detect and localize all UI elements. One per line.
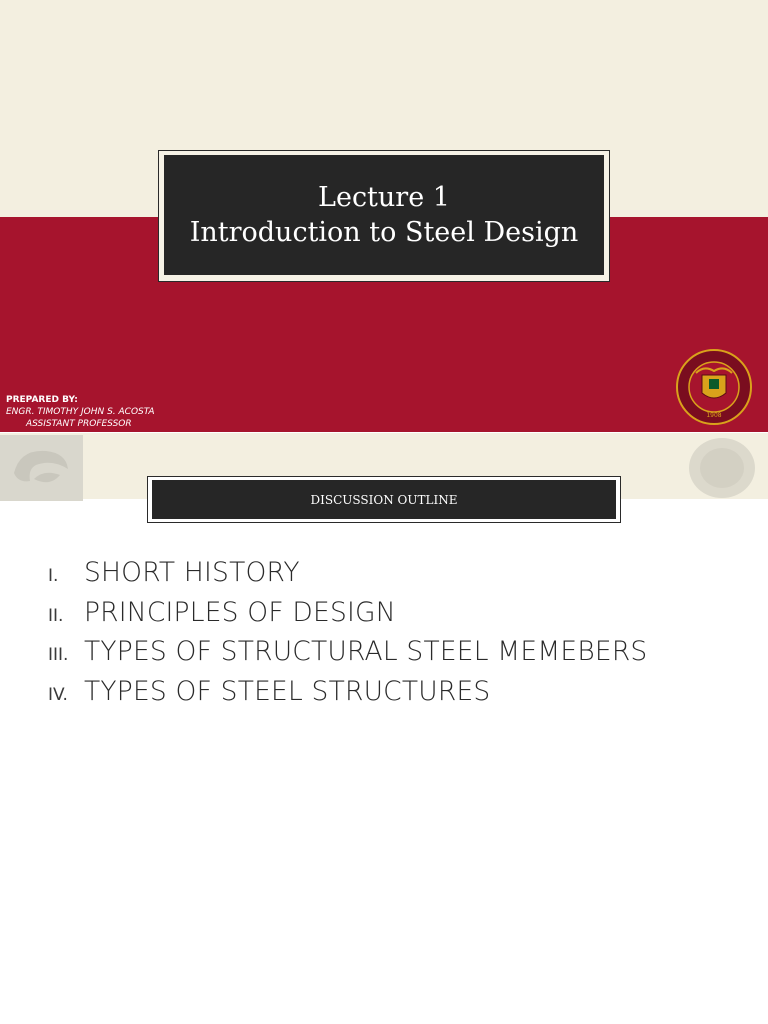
item-number: II. — [48, 605, 64, 626]
list-item — [48, 676, 647, 716]
outline-header: DISCUSSION OUTLINE — [152, 480, 616, 519]
prepared-by-label: PREPARED BY: — [6, 395, 78, 405]
watermark-seal-icon — [688, 437, 756, 499]
list-item — [48, 557, 647, 597]
item-number: IV. — [48, 684, 68, 705]
prepared-by-block — [6, 394, 155, 430]
watermark-swirl-icon — [0, 435, 83, 501]
title-box — [164, 155, 604, 275]
svg-text:1908: 1908 — [706, 412, 722, 419]
title-slide — [0, 0, 768, 432]
list-item — [48, 636, 647, 676]
lecture-title: Introduction to Steel Design — [189, 217, 579, 248]
outline-slide — [0, 433, 768, 1024]
outline-list — [48, 557, 647, 715]
outline-header-frame — [147, 476, 621, 523]
list-item — [48, 597, 647, 637]
lecture-number: Lecture 1 — [318, 182, 450, 213]
author-position: ASSISTANT PROFESSOR — [26, 419, 132, 429]
item-number: I. — [48, 566, 59, 586]
author-name: ENGR. TIMOTHY JOHN S. ACOSTA — [6, 407, 155, 417]
title-frame — [158, 150, 610, 282]
item-text: SHORT HISTORY — [84, 557, 300, 588]
item-text: PRINCIPLES OF DESIGN — [84, 596, 396, 628]
item-text: TYPES OF STEEL STRUCTURES — [84, 675, 491, 707]
item-number: III. — [48, 645, 69, 665]
university-seal-icon — [674, 349, 754, 425]
item-text: TYPES OF STRUCTURAL STEEL MEMEBERS — [84, 636, 648, 667]
